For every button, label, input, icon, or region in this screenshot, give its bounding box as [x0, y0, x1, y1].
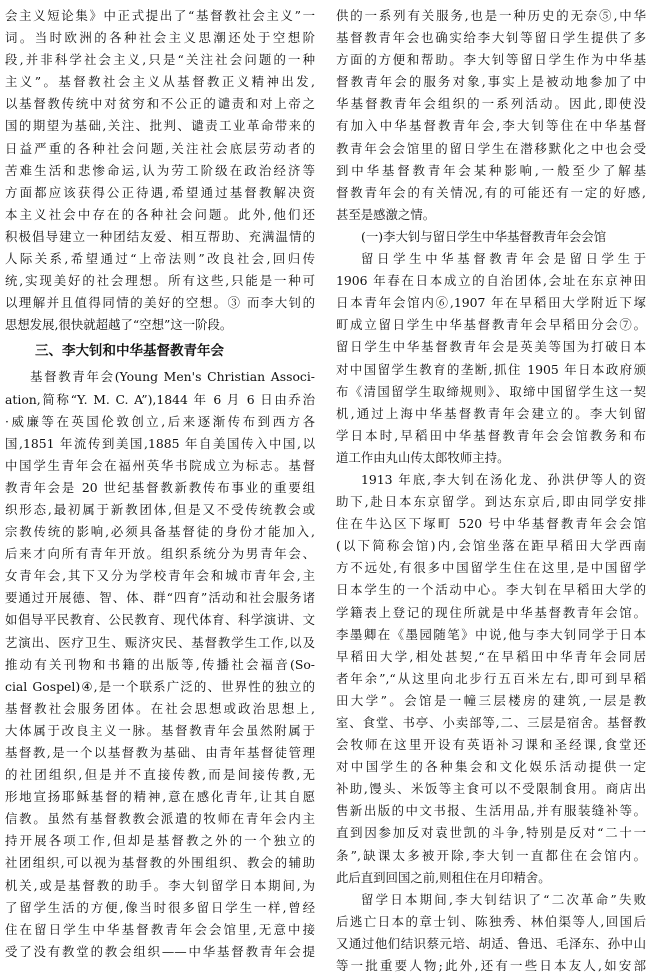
- text-line: 基督教社会服务团体。在社会思想或政治思想上,: [5, 700, 315, 716]
- text-line: 机关,或是基督教的助手。李大钊留学日本期间,为: [5, 877, 315, 893]
- text-line: 中国学生青年会在福州英华书院成立为标志。基督: [5, 457, 315, 473]
- text-line: 又通过他们结识蔡元培、胡适、鲁迅、毛泽东、孙中山: [336, 935, 646, 951]
- paragraph: [336, 469, 646, 889]
- paragraph: [336, 889, 646, 977]
- text-line: 有加入中华基督教青年会,李大钊等住在中华基督: [336, 118, 646, 134]
- text-line: 受了没有教堂的教会组织——中华基督教青年会提: [5, 943, 315, 959]
- text-line: 等一批重要人物;此外,还有一些日本友人,如安部: [336, 958, 646, 974]
- text-line: 日本学生的一个活动中心。李大钊在早稻田大学的: [336, 582, 646, 598]
- text-line: 大体属于改良主义一脉。基督教青年会虽然附属于: [5, 722, 315, 738]
- paragraph: [336, 248, 646, 469]
- text-line: 此后直到回国之前,则租住在月印精舍。: [336, 869, 551, 885]
- text-line: 李墨卿在《墨园随笔》中说,他与李大钊同学于日本: [336, 626, 646, 642]
- text-line: 教青年会会馆里的留日学生在潜移默化之中也会受: [336, 140, 646, 156]
- text-line: 方面都应该获得公正待遇,希望通过基督教解决资: [5, 184, 315, 200]
- text-line: 学籍表上登记的现住所就是中华基督教青年会馆。: [336, 604, 646, 620]
- text-line: 室、食堂、书亭、小卖部等,二、三层是宿舍。基督教: [336, 715, 646, 730]
- text-line: 布《清国留学生取缔规则》、取缔中国留学生这一契: [336, 383, 646, 399]
- right-column: [336, 5, 646, 977]
- text-line: 住在牛込区下塚町 520 号中华基督教青年会会馆: [336, 516, 646, 532]
- text-line: ation,简称“Y. M. C. A”),1844 年 6 月 6 日由乔治: [5, 391, 315, 407]
- text-line: 国,1851 年流传到美国,1885 年自美国传入中国,以: [5, 435, 315, 451]
- text-line: 了留学生活的方便,像当时很多留日学生一样,曾经: [5, 899, 315, 915]
- text-line: ·威廉等在英国伦敦创立,后来逐渐传布到西方各: [5, 413, 315, 429]
- text-line: 督教青年会的有关情况,有的可能还有一定的好感,: [336, 184, 646, 200]
- text-line: 基督教青年会(Young Men's Christian Associ-: [30, 369, 315, 385]
- text-line: 者年余”,“从这里向北步行五百米左右,即可到早稻: [336, 670, 646, 686]
- text-line: 留日学生中华基督教青年会是留日学生于: [361, 251, 646, 267]
- text-line: 助下,赴日本东京留学。到达东京后,即由同学安排: [336, 494, 646, 510]
- text-line: 织形态,最初属于新教团体,但是又不受传统教会或: [5, 501, 315, 517]
- text-line: 甚至是感激之情。: [336, 206, 436, 222]
- text-line: 教青年会是 20 世纪基督教新教传布事业的重要组: [5, 479, 315, 495]
- text-line: 本主义社会中存在的各种社会问题。此外,他们还: [5, 206, 315, 222]
- text-line: 积极倡导建立一种团结友爱、相互帮助、充满温情的: [5, 228, 315, 244]
- text-line: 以基督教传统中对贫穷和不公正的谴责和对上帝之: [5, 96, 315, 112]
- text-line: 苦难生活和悲惨命运,认为劳工阶级在政治经济等: [5, 162, 315, 178]
- text-line: 学日本时,早稻田中华基督教青年会会馆教务和布: [336, 427, 646, 443]
- text-line: 基督教,是一个以基督教为基础、由青年基督徒管理: [5, 745, 315, 760]
- text-line: 后来才向所有青年开放。组织系统分为男青年会、: [5, 546, 315, 562]
- text-line: 供的一系列有关服务,也是一种历史的无奈⑤,中华: [336, 8, 646, 23]
- text-line: 主义”。基督教社会主义从基督教正义精神出发,: [5, 74, 315, 90]
- text-line: 售新出版的中文书报、生活用品,并有服装缝补等。: [336, 803, 646, 819]
- text-line: 宗教传统的影响,必须具备基督徒的身份才能加入,: [5, 524, 315, 540]
- text-line: 督教青年会的服务对象,事实上是被动地参加了中: [336, 74, 646, 90]
- text-line: 的社团组织,但是并不直接传教,而是间接传教,无: [5, 767, 315, 783]
- text-line: 基督教青年会也确实给李大钊等留日学生提供了多: [336, 30, 646, 46]
- text-line: 如倡导平民教育、公民教育、现代体育、科学演讲、文: [5, 612, 315, 628]
- text-line: 道工作由丸山传太郎牧师主持。: [336, 449, 510, 465]
- text-line: 要通过开展德、智、体、群“四育”活动和社会服务诸: [5, 590, 315, 606]
- text-line: 对中国留学生教育的垄断,抓住 1905 年日本政府颁: [336, 361, 646, 377]
- text-line: 统,实现美好的社会理想。所有这些,只能是一种可: [5, 273, 315, 289]
- text-line: 后逃亡日本的章士钊、陈独秀、林伯渠等人,回国后: [336, 913, 646, 929]
- text-line: 持开展各项工作,但却是基督教之外的一个独立的: [5, 833, 315, 849]
- section-heading: 三、李大钊和中华基督教青年会: [35, 343, 224, 360]
- text-line: 段,并非科学社会主义,只是“关注社会问题的一种: [5, 52, 315, 68]
- text-line: 以理解并且值得同情的美好的空想。③ 而李大钊的: [5, 295, 315, 311]
- text-line: 推动有关刊物和书籍的出版等,传播社会福音(So-: [5, 656, 315, 672]
- text-line: 方不远处,有很多中国留学生住在这里,是中国留学: [336, 560, 646, 576]
- text-line: 住在留日学生中华基督教青年会会馆里,无意中接: [5, 921, 315, 937]
- text-line: 人际关系,希望通过“上帝法则”改良社会,回归传: [5, 251, 315, 267]
- text-line: 1913 年底,李大钊在汤化龙、孙洪伊等人的资: [361, 471, 646, 487]
- paragraph: [5, 366, 315, 963]
- text-line: (以下简称会馆)内,会馆坐落在距早稻田大学西南: [336, 538, 646, 554]
- text-line: 国的期望为基础,关注、批判、谴责工业革命带来的: [5, 118, 315, 134]
- text-line: 日本青年会馆内⑥,1907 年在早稻田大学附近下塚: [336, 295, 646, 311]
- text-line: 思想发展,很快就超越了“空想”这一阶段。: [5, 317, 233, 333]
- text-line: 到中华基督教青年会某种影响,一般至少了解基: [336, 162, 646, 178]
- text-line: 1906 年春在日本成立的自治团体,会址在东京神田: [336, 273, 646, 289]
- text-line: 词。当时欧洲的各种社会主义思潮还处于空想阶: [5, 30, 315, 46]
- text-line: 日益严重的各种社会问题,关注社会底层劳动者的: [5, 140, 315, 156]
- text-line: 会主义短论集》中正式提出了“基督教社会主义”一: [5, 8, 315, 23]
- text-line: 机,通过上海中华基督教青年会建立的。李大钊留: [336, 405, 646, 421]
- text-line: 补助,馒头、米饭等主食可以不受限制食用。商店出: [336, 781, 646, 797]
- text-line: 对中国学生的各种集会和文化娱乐活动提供一定: [336, 759, 646, 775]
- text-line: 直到因参加反对袁世凯的斗争,特别是反对“二十一: [336, 825, 646, 841]
- text-line: 留学日本期间,李大钊结识了“二次革命”失败: [361, 891, 646, 907]
- subheading: (一)李大钊与留日学生中华基督教青年会会馆: [361, 228, 607, 244]
- left-column: [5, 5, 315, 963]
- text-line: 会牧师在这里开设有英语补习课和圣经课,食堂还: [336, 737, 646, 753]
- text-line: cial Gospel)④,是一个联系广泛的、世界性的独立的: [5, 678, 315, 694]
- text-line: 町成立留日学生中华基督教青年会早稻田分会⑦。: [336, 317, 646, 333]
- text-line: 华基督教青年会组织的一系列活动。因此,即使没: [336, 96, 646, 112]
- text-line: 社团组织,可以视为基督教的外围组织、教会的辅助: [5, 855, 315, 871]
- text-line: 早稻田大学,相处甚契,“在早稻田中华青年会同居: [336, 648, 646, 664]
- paragraph: [5, 5, 315, 336]
- text-line: 田大学”。会馆是一幢三层楼房的建筑,一层是教: [336, 692, 646, 708]
- text-line: 艺演出、医疗卫生、赈济灾民、基督教学生工作,以及: [5, 634, 315, 650]
- text-line: 信教。虽然有基督教教会派遣的牧师在青年会内主: [5, 811, 315, 827]
- text-line: 留日学生中华基督教青年会是英美等国为打破日本: [336, 339, 646, 355]
- text-line: 形地宣扬耶稣基督的精神,意在感化青年,让其自愿: [5, 789, 315, 805]
- text-line: 女青年会,其下又分为学校青年会和城市青年会,主: [5, 568, 315, 584]
- text-line: 条”,缺课太多被开除,李大钊一直都住在会馆内。: [336, 847, 646, 863]
- paragraph: [336, 5, 646, 226]
- text-line: 方面的方便和帮助。李大钊等留日学生作为中华基: [336, 52, 646, 68]
